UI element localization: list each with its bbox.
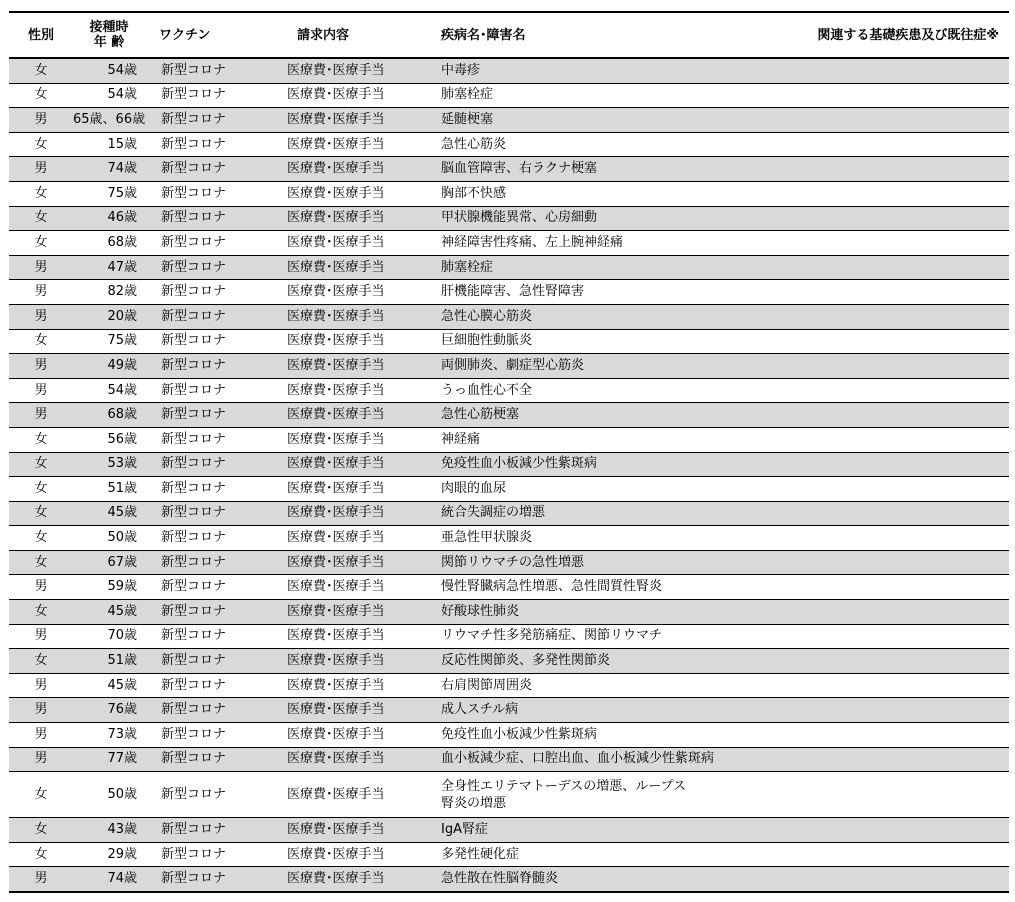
cell-age: 20歳	[73, 304, 145, 329]
cell-disease: 肺塞栓症	[437, 255, 801, 280]
cell-disease: 亜急性甲状腺炎	[437, 526, 801, 551]
cell-age: 77歳	[73, 747, 145, 772]
cell-related	[801, 403, 1009, 428]
cell-disease: 急性心筋梗塞	[437, 403, 801, 428]
cell-vaccine: 新型コロナ	[145, 772, 267, 818]
cell-sex: 女	[9, 550, 73, 575]
cell-related	[801, 304, 1009, 329]
cell-disease: 両側肺炎、劇症型心筋炎	[437, 354, 801, 379]
cell-related	[801, 550, 1009, 575]
cell-age: 15歳	[73, 132, 145, 157]
table-body	[9, 58, 1009, 892]
cell-disease: 免疫性血小板減少性紫斑病	[437, 723, 801, 748]
cell-claim: 医療費･医療手当	[267, 181, 437, 206]
cell-claim: 医療費･医療手当	[267, 747, 437, 772]
cell-related	[801, 842, 1009, 867]
cell-claim: 医療費･医療手当	[267, 624, 437, 649]
cell-sex: 女	[9, 501, 73, 526]
cell-vaccine: 新型コロナ	[145, 206, 267, 231]
header-age-line2: 年 齢	[93, 35, 125, 50]
cell-disease: 胸部不快感	[437, 181, 801, 206]
cell-related	[801, 772, 1009, 818]
cell-claim: 医療費･医療手当	[267, 673, 437, 698]
cell-sex: 男	[9, 673, 73, 698]
cell-vaccine: 新型コロナ	[145, 501, 267, 526]
header-row	[9, 12, 1009, 58]
cell-vaccine: 新型コロナ	[145, 867, 267, 892]
cell-age: 82歳	[73, 280, 145, 305]
cell-related	[801, 354, 1009, 379]
cell-sex: 男	[9, 280, 73, 305]
cell-claim: 医療費･医療手当	[267, 723, 437, 748]
cell-disease: 中毒疹	[437, 58, 801, 83]
cell-related	[801, 723, 1009, 748]
table-row	[9, 181, 1009, 206]
cell-claim: 医療費･医療手当	[267, 427, 437, 452]
cell-disease: 関節リウマチの急性増悪	[437, 550, 801, 575]
cell-related	[801, 452, 1009, 477]
cell-disease: 右肩関節周囲炎	[437, 673, 801, 698]
cell-age: 45歳	[73, 673, 145, 698]
cell-sex: 男	[9, 157, 73, 182]
cell-sex: 男	[9, 354, 73, 379]
cell-sex: 女	[9, 842, 73, 867]
cell-sex: 女	[9, 427, 73, 452]
cell-claim: 医療費･医療手当	[267, 132, 437, 157]
cell-related	[801, 526, 1009, 551]
cell-related	[801, 818, 1009, 843]
cell-claim: 医療費･医療手当	[267, 58, 437, 83]
table-row	[9, 624, 1009, 649]
cell-disease: 全身性エリテマトーデスの増悪、ループス腎炎の増悪	[437, 772, 801, 818]
cell-disease: 免疫性血小板減少性紫斑病	[437, 452, 801, 477]
cell-claim: 医療費･医療手当	[267, 842, 437, 867]
table-row	[9, 673, 1009, 698]
cell-vaccine: 新型コロナ	[145, 526, 267, 551]
table-row	[9, 477, 1009, 502]
cell-sex: 男	[9, 575, 73, 600]
cell-sex: 男	[9, 698, 73, 723]
cell-age: 43歳	[73, 818, 145, 843]
cell-vaccine: 新型コロナ	[145, 575, 267, 600]
cell-sex: 女	[9, 181, 73, 206]
cell-claim: 医療費･医療手当	[267, 649, 437, 674]
cell-vaccine: 新型コロナ	[145, 747, 267, 772]
cell-vaccine: 新型コロナ	[145, 600, 267, 625]
cell-vaccine: 新型コロナ	[145, 723, 267, 748]
cell-disease: 慢性腎臓病急性増悪、急性間質性腎炎	[437, 575, 801, 600]
header-related: 関連する基礎疾患及び既往症※	[801, 12, 1009, 58]
cell-age: 54歳	[73, 378, 145, 403]
cell-related	[801, 747, 1009, 772]
cell-sex: 女	[9, 206, 73, 231]
cell-disease: 好酸球性肺炎	[437, 600, 801, 625]
cell-vaccine: 新型コロナ	[145, 550, 267, 575]
relief-claims-sheet	[9, 11, 1009, 893]
cell-claim: 医療費･医療手当	[267, 452, 437, 477]
table-row	[9, 206, 1009, 231]
cell-age: 45歳	[73, 501, 145, 526]
cell-sex: 男	[9, 378, 73, 403]
cell-related	[801, 427, 1009, 452]
cell-age: 46歳	[73, 206, 145, 231]
cell-age: 73歳	[73, 723, 145, 748]
cell-claim: 医療費･医療手当	[267, 231, 437, 256]
cell-sex: 女	[9, 452, 73, 477]
cell-disease: IgA腎症	[437, 818, 801, 843]
cell-vaccine: 新型コロナ	[145, 452, 267, 477]
cell-age: 67歳	[73, 550, 145, 575]
table-row	[9, 575, 1009, 600]
cell-sex: 女	[9, 132, 73, 157]
table-row	[9, 818, 1009, 843]
table-row	[9, 378, 1009, 403]
cell-claim: 医療費･医療手当	[267, 354, 437, 379]
cell-disease: 神経痛	[437, 427, 801, 452]
cell-related	[801, 501, 1009, 526]
cell-age: 50歳	[73, 772, 145, 818]
cell-age: 70歳	[73, 624, 145, 649]
table-row	[9, 403, 1009, 428]
cell-claim: 医療費･医療手当	[267, 329, 437, 354]
cell-sex: 男	[9, 255, 73, 280]
cell-related	[801, 867, 1009, 892]
cell-vaccine: 新型コロナ	[145, 354, 267, 379]
cell-age: 74歳	[73, 867, 145, 892]
table-row	[9, 842, 1009, 867]
cell-age: 59歳	[73, 575, 145, 600]
cell-disease: 巨細胞性動脈炎	[437, 329, 801, 354]
cell-disease: 脳血管障害、右ラクナ梗塞	[437, 157, 801, 182]
cell-disease: 成人スチル病	[437, 698, 801, 723]
cell-vaccine: 新型コロナ	[145, 477, 267, 502]
cell-sex: 女	[9, 83, 73, 108]
table-row	[9, 600, 1009, 625]
cell-age: 47歳	[73, 255, 145, 280]
cell-age: 45歳	[73, 600, 145, 625]
table-row	[9, 231, 1009, 256]
cell-age: 68歳	[73, 231, 145, 256]
cell-related	[801, 58, 1009, 83]
cell-claim: 医療費･医療手当	[267, 501, 437, 526]
table-row	[9, 526, 1009, 551]
table-row	[9, 132, 1009, 157]
table-row	[9, 58, 1009, 83]
cell-claim: 医療費･医療手当	[267, 403, 437, 428]
cell-vaccine: 新型コロナ	[145, 649, 267, 674]
cell-sex: 男	[9, 624, 73, 649]
cell-disease: 延髄梗塞	[437, 108, 801, 133]
cell-claim: 医療費･医療手当	[267, 108, 437, 133]
cell-related	[801, 673, 1009, 698]
cell-vaccine: 新型コロナ	[145, 280, 267, 305]
cell-sex: 女	[9, 58, 73, 83]
cell-vaccine: 新型コロナ	[145, 329, 267, 354]
table-row	[9, 427, 1009, 452]
cell-claim: 医療費･医療手当	[267, 304, 437, 329]
cell-sex: 女	[9, 818, 73, 843]
cell-related	[801, 649, 1009, 674]
cell-age: 29歳	[73, 842, 145, 867]
cell-vaccine: 新型コロナ	[145, 132, 267, 157]
cell-vaccine: 新型コロナ	[145, 83, 267, 108]
cell-claim: 医療費･医療手当	[267, 477, 437, 502]
table-header	[9, 12, 1009, 58]
cell-vaccine: 新型コロナ	[145, 698, 267, 723]
cell-disease: 統合失調症の増悪	[437, 501, 801, 526]
table-row	[9, 550, 1009, 575]
cell-claim: 医療費･医療手当	[267, 867, 437, 892]
cell-related	[801, 477, 1009, 502]
cell-age: 56歳	[73, 427, 145, 452]
cell-sex: 男	[9, 867, 73, 892]
table-row	[9, 867, 1009, 892]
header-disease: 疾病名･障害名	[437, 12, 801, 58]
cell-vaccine: 新型コロナ	[145, 673, 267, 698]
cell-age: 74歳	[73, 157, 145, 182]
table-row	[9, 255, 1009, 280]
cell-age: 53歳	[73, 452, 145, 477]
cell-disease: 甲状腺機能異常、心房細動	[437, 206, 801, 231]
table-row	[9, 329, 1009, 354]
cell-claim: 医療費･医療手当	[267, 280, 437, 305]
table-row	[9, 304, 1009, 329]
cell-vaccine: 新型コロナ	[145, 378, 267, 403]
cell-vaccine: 新型コロナ	[145, 304, 267, 329]
cell-vaccine: 新型コロナ	[145, 157, 267, 182]
cell-vaccine: 新型コロナ	[145, 108, 267, 133]
cell-related	[801, 600, 1009, 625]
cell-claim: 医療費･医療手当	[267, 83, 437, 108]
cell-disease: うっ血性心不全	[437, 378, 801, 403]
cell-claim: 医療費･医療手当	[267, 575, 437, 600]
cell-age: 49歳	[73, 354, 145, 379]
cell-related	[801, 624, 1009, 649]
cell-vaccine: 新型コロナ	[145, 842, 267, 867]
header-sex: 性別	[9, 12, 73, 58]
cell-age: 54歳	[73, 58, 145, 83]
cell-related	[801, 378, 1009, 403]
cell-related	[801, 157, 1009, 182]
cell-sex: 女	[9, 772, 73, 818]
cell-vaccine: 新型コロナ	[145, 818, 267, 843]
cell-disease: 肉眼的血尿	[437, 477, 801, 502]
cell-claim: 医療費･医療手当	[267, 378, 437, 403]
cell-disease: 神経障害性疼痛、左上腕神経痛	[437, 231, 801, 256]
cell-disease: 血小板減少症、口腔出血、血小板減少性紫斑病	[437, 747, 801, 772]
cell-sex: 女	[9, 600, 73, 625]
cell-disease: 肺塞栓症	[437, 83, 801, 108]
cell-vaccine: 新型コロナ	[145, 403, 267, 428]
cell-claim: 医療費･医療手当	[267, 255, 437, 280]
cell-sex: 女	[9, 329, 73, 354]
cell-sex: 女	[9, 477, 73, 502]
table-row	[9, 501, 1009, 526]
cell-disease: リウマチ性多発筋痛症、関節リウマチ	[437, 624, 801, 649]
cell-age: 51歳	[73, 649, 145, 674]
cell-related	[801, 329, 1009, 354]
cell-claim: 医療費･医療手当	[267, 818, 437, 843]
cell-claim: 医療費･医療手当	[267, 157, 437, 182]
cell-age: 54歳	[73, 83, 145, 108]
table-row	[9, 157, 1009, 182]
cell-related	[801, 132, 1009, 157]
cell-disease: 肝機能障害、急性腎障害	[437, 280, 801, 305]
cell-claim: 医療費･医療手当	[267, 550, 437, 575]
cell-vaccine: 新型コロナ	[145, 231, 267, 256]
cell-vaccine: 新型コロナ	[145, 255, 267, 280]
cell-related	[801, 280, 1009, 305]
cell-sex: 男	[9, 723, 73, 748]
table-row	[9, 723, 1009, 748]
cell-sex: 男	[9, 747, 73, 772]
cell-disease: 多発性硬化症	[437, 842, 801, 867]
cell-related	[801, 575, 1009, 600]
cell-claim: 医療費･医療手当	[267, 526, 437, 551]
cell-age: 76歳	[73, 698, 145, 723]
cell-age: 65歳、66歳	[73, 108, 145, 133]
cell-disease: 急性散在性脳脊髄炎	[437, 867, 801, 892]
cell-age: 68歳	[73, 403, 145, 428]
table-row	[9, 452, 1009, 477]
cell-related	[801, 698, 1009, 723]
cell-vaccine: 新型コロナ	[145, 624, 267, 649]
cell-related	[801, 206, 1009, 231]
cell-disease: 急性心膜心筋炎	[437, 304, 801, 329]
claims-table	[9, 11, 1009, 893]
cell-age: 75歳	[73, 329, 145, 354]
cell-sex: 女	[9, 526, 73, 551]
cell-age: 50歳	[73, 526, 145, 551]
table-row	[9, 772, 1009, 818]
cell-age: 75歳	[73, 181, 145, 206]
table-row	[9, 83, 1009, 108]
header-age-line1: 接種時	[89, 20, 129, 35]
cell-vaccine: 新型コロナ	[145, 58, 267, 83]
cell-vaccine: 新型コロナ	[145, 427, 267, 452]
table-row	[9, 280, 1009, 305]
cell-disease: 急性心筋炎	[437, 132, 801, 157]
cell-sex: 男	[9, 304, 73, 329]
cell-related	[801, 108, 1009, 133]
cell-disease: 反応性関節炎、多発性関節炎	[437, 649, 801, 674]
cell-claim: 医療費･医療手当	[267, 206, 437, 231]
cell-sex: 女	[9, 649, 73, 674]
header-vaccine: ワクチン	[145, 12, 267, 58]
table-row	[9, 649, 1009, 674]
cell-claim: 医療費･医療手当	[267, 698, 437, 723]
cell-vaccine: 新型コロナ	[145, 181, 267, 206]
cell-claim: 医療費･医療手当	[267, 600, 437, 625]
cell-sex: 女	[9, 231, 73, 256]
table-row	[9, 698, 1009, 723]
cell-age: 51歳	[73, 477, 145, 502]
cell-related	[801, 83, 1009, 108]
cell-related	[801, 181, 1009, 206]
table-row	[9, 747, 1009, 772]
table-row	[9, 108, 1009, 133]
cell-sex: 男	[9, 108, 73, 133]
header-age	[73, 12, 145, 58]
header-claim: 請求内容	[267, 12, 437, 58]
cell-sex: 男	[9, 403, 73, 428]
table-row	[9, 354, 1009, 379]
cell-related	[801, 231, 1009, 256]
cell-claim: 医療費･医療手当	[267, 772, 437, 818]
cell-related	[801, 255, 1009, 280]
